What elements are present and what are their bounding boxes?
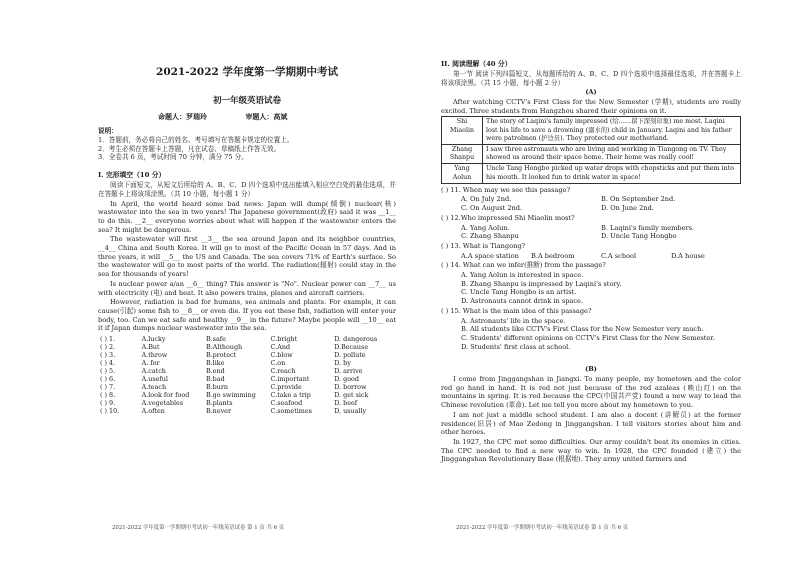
question-number: ( ) 2. <box>100 343 116 352</box>
cloze-options-table <box>98 335 396 415</box>
option-a: A.teach <box>141 383 167 392</box>
question-number: ( ) 5. <box>100 367 116 376</box>
section-2-instructions: 第一节 阅读下列四篇短文，从每题所给的 A、B、C、D 四个选项中选择最佳选项，并在答题卡上将该项涂黑。（共 15 小题，每小题 2 分） <box>441 69 741 87</box>
option-b: B.burn <box>205 383 229 392</box>
option-d: D. arrive <box>334 367 363 376</box>
opinion-row <box>442 164 741 183</box>
option-row <box>98 351 396 359</box>
option-d: D. borrow <box>334 383 367 392</box>
answer-option: C. Students' different opinions on CCTV's First Class for the New Semester. <box>461 333 715 342</box>
student-name: Zhang Shanpu <box>442 145 483 164</box>
option-row <box>98 407 396 415</box>
answer-option: B. Zhang Shanpu is impressed by Laqini's story. <box>461 279 622 288</box>
option-a: A. for <box>141 359 160 368</box>
passage-a-intro: After watching CCTV's First Class for the New Semester (学期), students are really excited. Three students from Hangzhou shared their opinions on it. <box>441 98 741 115</box>
right-footer: 2021-2022 学年度第一学期期中考试初一年级英语试卷 第 1 页 共 6 页 <box>456 525 629 531</box>
answer-option: D. Students' first class at school. <box>461 342 571 351</box>
option-b: B.never <box>205 407 232 416</box>
option-row <box>98 335 396 343</box>
student-opinion: The story of Laqini's family impressed (给……留下深刻印象) me most. Laqini lost his life to save a drowning (溺水的) child in January. Laqini and his father were patrolmen (护边员). They protected our motherland. <box>483 117 741 145</box>
answer-option: A. Yang Aolun is interested in space. <box>461 271 584 280</box>
student-opinion: Uncle Tang Hongbo picked up water drops with chopsticks and put them into his mouth. It looked fun to drink water in space! <box>483 164 741 183</box>
question-number: ( ) 9. <box>100 399 116 408</box>
option-c: C.provide <box>270 383 302 392</box>
author-line <box>98 112 396 121</box>
answer-option: D. On June 2nd. <box>601 204 654 213</box>
option-b: B.like <box>205 359 225 368</box>
answer-option: B. All students like CCTV's First Class for the New Semester very much. <box>461 325 704 334</box>
option-row <box>98 375 396 383</box>
option-row <box>98 367 396 375</box>
passage-b-paragraph: In 1927, the CPC met some difficulties. Our army couldn't beat its enemies in cities. The CPC needed to find a new way to win. In 1928, the CPC founded (建立) the Jinggangshan Revolutionary Base (根据地). They army united farmers and <box>441 437 741 464</box>
option-c: C.take a trip <box>270 391 311 400</box>
option-b: B.Although <box>205 343 243 352</box>
option-c: C.on <box>270 359 286 368</box>
opinion-table <box>441 116 741 183</box>
answer-option: A. On July 2nd. <box>461 195 512 204</box>
opinion-row <box>442 145 741 164</box>
question-number: ( ) 4. <box>100 359 116 368</box>
option-row <box>98 343 396 351</box>
passage-b-paragraph: I come from Jinggangshan in Jiangxi. To many people, my hometown and the color red go hand in hand. It is red not just because of the red azaleas (映山红) on the mountains in spring. It is red because the CPC(中国共产党) found a new way to lead the Chinese revolution (革命). Let me tell you more about my hometown to you. <box>441 375 741 410</box>
option-d: D. by <box>334 359 351 368</box>
part-b-label: (B) <box>585 365 597 374</box>
section-2-title: II. 阅读理解（40 分） <box>441 60 512 68</box>
opinion-row <box>442 117 741 145</box>
answer-option: D. Astronauts cannot drink in space. <box>461 297 584 306</box>
notes-title: 说明： <box>98 127 118 136</box>
option-a: A.often <box>141 407 165 416</box>
cloze-paragraph: The wastewater will first __3__ the sea around Japan and its neighbor countries, __4__ China and South Korea. It will go to most of the Pacific Ocean in 57 days. And in three years, it will __5__ the US and Canada. The sea covers 71% of Earth's surface. So the wastewater will go to most parts of the world. The radiation(辐射) could stay in the sea for thousands of years! <box>98 235 396 279</box>
answer-option: B.A bedroom <box>531 251 575 260</box>
section-1-title: I. 完形填空（10 分） <box>98 171 166 180</box>
question-stem: ( ) 11. When may we see this passage? <box>441 185 571 194</box>
option-b: B.plants <box>205 399 233 408</box>
option-c: C.blow <box>270 351 293 360</box>
option-c: C.seafood <box>270 399 303 408</box>
option-row <box>441 232 741 241</box>
answer-option: D.A house <box>671 251 705 260</box>
answer-option: B. On September 2nd. <box>601 195 676 204</box>
option-d: D.Because <box>334 343 369 352</box>
option-b: B.go swimming <box>205 391 256 400</box>
option-row <box>441 224 741 233</box>
exam-subtitle: 初一年级英语试卷 <box>212 95 281 106</box>
answer-option: D. Uncle Tang Hongbo <box>601 232 677 241</box>
passage-b-paragraph: I am not just a middle school student. I am also a docent (讲解员) at the former residence(旧居) of Mao Zedong in Jinggangshan. I tell visitors stories about him and other heroes. <box>441 410 741 437</box>
option-row <box>98 359 396 367</box>
option-c: C.sometimes <box>270 407 312 416</box>
note-item: 3．全卷共 6 页，考试时间 70 分钟，满分 75 分。 <box>98 153 248 162</box>
option-d: D. beef <box>334 399 358 408</box>
left-footer: 2021-2022 学年度第一学期期中考试初一年级英语试卷 第 1 页 共 6 页 <box>112 525 285 531</box>
student-name: Yang Aolun <box>442 164 483 183</box>
option-d: D. usually <box>334 407 367 416</box>
right-page <box>441 0 741 465</box>
option-row <box>441 204 741 213</box>
cloze-paragraph: However, radiation is bad for humans, sea animals and plants. For example, it can cause(引起) some fish to __8__ or even die. If you eat these fish, radiation will enter your body, too. Can we eat safe and healthy __9__ in the future? Maybe people will __10__ eat it if Japan dumps nuclear wastewater into the sea. <box>98 298 396 333</box>
part-a-label: (A) <box>585 88 597 97</box>
cloze-paragraph: In April, the world heard some bad news: Japan will dump(倾倒) nuclear(核) wastewater into the sea in two years! The Japanese government(政府) said it was __1__ to do this. __2__ everyone worries about what will happen if the wastewater enters the sea? It might be dangerous. <box>98 199 396 234</box>
student-name: Shi Miaolin <box>442 117 483 145</box>
question-number: ( ) 10. <box>100 407 120 416</box>
answer-option: A. Yang Aolun. <box>461 223 510 232</box>
answer-option: A. Astronauts' life in the space. <box>461 316 566 325</box>
option-a: A.But <box>141 343 160 352</box>
option-a: A.throw <box>141 351 168 360</box>
option-d: D. good <box>334 375 359 384</box>
answer-option: C.A school <box>601 251 637 260</box>
answer-option: C. On August 2nd. <box>461 204 523 213</box>
question-number: ( ) 8. <box>100 391 116 400</box>
section-1-instructions: 阅读下面短文，从短文后所给的 A、B、C、D 四个选项中选出能填入相应空白处的最佳选项，并在答题卡上将该项涂黑。（共 10 小题，每小题 1 分） <box>98 181 396 198</box>
question-stem: ( ) 15. What is the main idea of this passage? <box>441 306 592 315</box>
question-stem: ( ) 12.Who impressed Shi Miaolin most? <box>441 213 575 222</box>
reviewer: 审题人：高斌 <box>245 112 288 122</box>
option-b: B.protect <box>205 351 237 360</box>
option-c: C.reach <box>270 367 296 376</box>
author: 命题人：罗瑞玲 <box>158 112 207 122</box>
option-row <box>98 391 396 399</box>
option-a: A.lucky <box>141 335 166 344</box>
questions-block <box>441 186 741 352</box>
question-stem: ( ) 13. What is Tiangong? <box>441 241 526 250</box>
option-a: A.catch <box>141 367 166 376</box>
option-c: C.bright <box>270 335 298 344</box>
option-row <box>441 195 741 204</box>
cloze-paragraph: Is nuclear power a/an __6__ thing? This answer is "No". Nuclear power can __7__ us with electricity (电) and heat. It also powers trains, planes and aircraft carriers. <box>98 279 396 297</box>
option-b: B.end <box>205 367 225 376</box>
student-opinion: I saw three astronauts who are living and working in Tiangong on TV. They showed us around their space home. Their home was really cool! <box>483 145 741 164</box>
option-d: D. dangerous <box>334 335 378 344</box>
option-row <box>98 399 396 407</box>
option-c: C.important <box>270 375 310 384</box>
option-d: D. pollute <box>334 351 366 360</box>
option-row <box>98 383 396 391</box>
answer-option: C. Uncle Tang Hongbo is an artist. <box>461 288 577 297</box>
question-number: ( ) 3. <box>100 351 116 360</box>
question-stem: ( ) 14. What can we infer(推断) from the passage? <box>441 261 606 270</box>
option-a: A.look for food <box>141 391 190 400</box>
option-b: B.safe <box>205 335 226 344</box>
option-d: D. get sick <box>334 391 369 400</box>
option-a: A.vegetables <box>141 399 184 408</box>
option-b: B.bad <box>205 375 225 384</box>
option-a: A.useful <box>141 375 168 384</box>
question-number: ( ) 1. <box>100 335 116 344</box>
exam-title: 2021-2022 学年度第一学期期中考试 <box>156 66 338 78</box>
option-row <box>441 252 741 261</box>
left-page <box>98 0 396 415</box>
note-item: 1．答题前，务必将自己的姓名、考号填写在答题卡规定的位置上。 <box>98 136 294 145</box>
question-number: ( ) 6. <box>100 375 116 384</box>
question-number: ( ) 7. <box>100 383 116 392</box>
answer-option: C. Zhang Shanpu <box>461 232 519 241</box>
note-item: 2．考生必须在答题卡上答题，凡在试卷、草稿纸上作答无效。 <box>98 144 281 153</box>
option-c: C.And <box>270 343 291 352</box>
answer-option: B. Laqini's family members. <box>601 223 695 232</box>
answer-option: A.A space station <box>461 251 519 260</box>
